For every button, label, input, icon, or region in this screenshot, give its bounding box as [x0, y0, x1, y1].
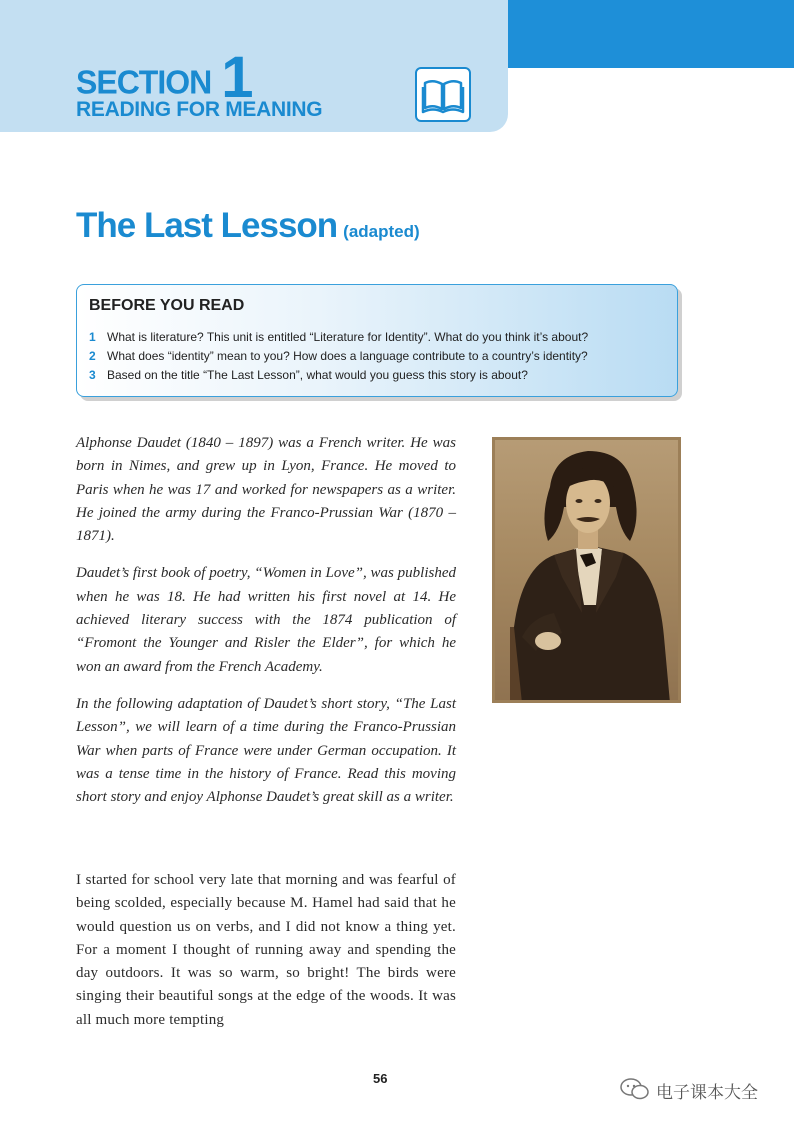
question-text: What does “identity” mean to you? How does a language contribute to a country’s identity?	[107, 349, 588, 363]
question-text: Based on the title “The Last Lesson”, what would you guess this story is about?	[107, 368, 528, 382]
question-list	[89, 328, 588, 385]
bio-paragraph: Alphonse Daudet (1840 – 1897) was a French writer. He was born in Nimes, and grew up in Lyon, France. He moved to Paris when he was 17 and worked for newspapers as a writer. He joined the army during the Franco-Prussian War (1870 – 1871).	[76, 435, 456, 545]
story-opening: I started for school very late that morning and was fearful of being scolded, especially because M. Hamel had said that he would question us on verbs, and I did not know a thing yet. For a moment I thought of running away and spending the day outdoors. It was so warm, so bright! The birds were singing their beautiful songs at the edge of the woods. It was all much more tempting	[76, 872, 456, 1028]
question-item	[89, 328, 588, 347]
watermark-text: 电子课本大全	[656, 1083, 758, 1103]
question-number: 1	[89, 330, 96, 344]
bio-paragraph: In the following adaptation of Daudet’s short story, “The Last Lesson”, we will learn of a time during the Franco-Prussian War when parts of France were under German occupation. It was a tense time in the history of France. Read this moving short story and enjoy Alphonse Daudet’s great skill as a writer.	[76, 695, 456, 806]
section-word: SECTION	[76, 63, 212, 101]
story-title	[76, 206, 420, 246]
question-item	[89, 366, 588, 385]
before-you-read-box	[76, 284, 678, 397]
chat-bubble-icon	[620, 1078, 650, 1105]
section-title: READING FOR MEANING	[76, 98, 323, 121]
bio-paragraph: Daudet’s first book of poetry, “Women in Love”, was published when he was 18. He had written his first novel at 14. He achieved literary success with the 1874 publication of “Fromont the Younger and Risler the Elder”, for which he won an award from the French Academy.	[76, 565, 456, 675]
author-bio	[76, 432, 456, 823]
page-number: 56	[373, 1071, 388, 1086]
section-number: 1	[221, 45, 254, 110]
question-number: 2	[89, 349, 96, 363]
question-number: 3	[89, 368, 96, 382]
question-item	[89, 347, 588, 366]
author-portrait	[492, 437, 681, 703]
open-book-icon	[415, 67, 471, 122]
header-bar	[508, 0, 794, 68]
title-main: The Last Lesson	[76, 206, 338, 245]
question-text: What is literature? This unit is entitled “Literature for Identity”. What do you think it’s about?	[107, 330, 589, 344]
before-you-read-heading: BEFORE YOU READ	[89, 297, 245, 314]
title-note: (adapted)	[343, 222, 420, 241]
section-label	[76, 44, 254, 110]
